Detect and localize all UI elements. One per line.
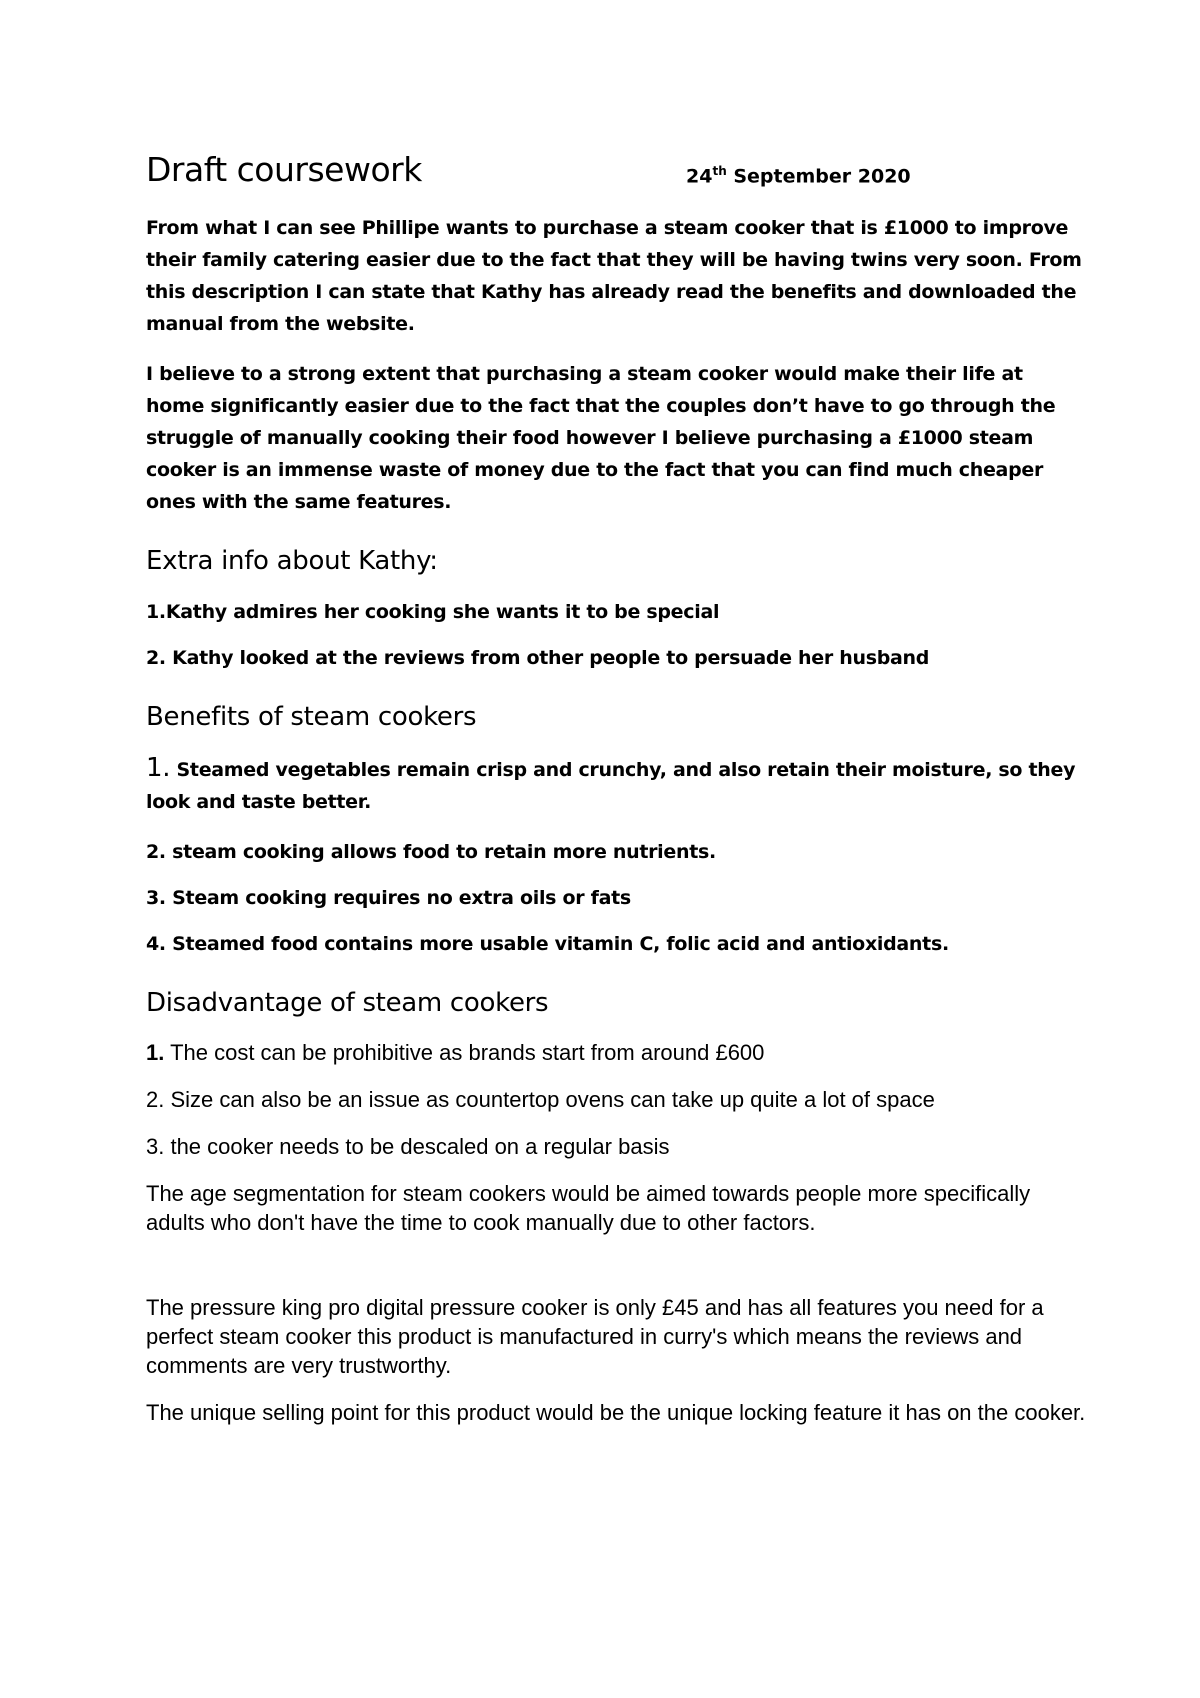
disadvantage-item-3: 3. the cooker needs to be descaled on a regular basis: [146, 1134, 670, 1159]
document-title: Draft coursework: [146, 150, 422, 189]
age-segmentation-paragraph: The age segmentation for steam cookers would be aimed towards people more specifically adults who don't have the time to cook manually due to other factors.: [146, 1181, 1031, 1235]
date-suffix: th: [712, 164, 727, 178]
date-day: 24: [686, 165, 713, 188]
kathy-heading: Extra info about Kathy:: [146, 546, 438, 576]
disadvantage-item-2: 2. Size can also be an issue as countertop ovens can take up quite a lot of space: [146, 1087, 935, 1112]
date-rest: September 2020: [726, 165, 911, 188]
disadvantage-item-1-text: The cost can be prohibitive as brands start from around £600: [164, 1040, 765, 1065]
pressure-king-paragraph: The pressure king pro digital pressure cooker is only £45 and has all features you need for a perfect steam cooker this product is manufactured in curry's which means the reviews and comments are very trustworthy.: [146, 1295, 1044, 1378]
usp-paragraph: The unique selling point for this product would be the unique locking feature it has on the cooker.: [146, 1400, 1086, 1425]
benefit-item-2: 2. steam cooking allows food to retain more nutrients.: [146, 841, 716, 863]
intro-paragraph-2: I believe to a strong extent that purchasing a steam cooker would make their life at home significantly easier due to the fact that the couples don’t have to go through the struggle of manually cooking their food however I believe purchasing a £1000 steam cooker is an immense waste of money due to the fact that you can find much cheaper ones with the same features.: [146, 363, 1056, 513]
benefit-item-1-number: 1.: [146, 753, 171, 783]
title-row: [146, 150, 1086, 198]
disadvantages-heading: Disadvantage of steam cookers: [146, 988, 549, 1018]
benefit-item-3: 3. Steam cooking requires no extra oils or fats: [146, 887, 631, 909]
benefit-item-4: 4. Steamed food contains more usable vitamin C, folic acid and antioxidants.: [146, 933, 949, 955]
document-body: [146, 150, 1086, 1445]
benefits-heading: Benefits of steam cookers: [146, 702, 477, 732]
benefit-item-1-text: Steamed vegetables remain crisp and crunchy, and also retain their moisture, so they look and taste better.: [146, 759, 1076, 813]
kathy-item-1: 1.Kathy admires her cooking she wants it to be special: [146, 601, 720, 623]
blank-line: [146, 1255, 1086, 1293]
intro-paragraph-1: From what I can see Phillipe wants to purchase a steam cooker that is £1000 to improve their family catering easier due to the fact that they will be having twins very soon. From this description I can state that Kathy has already read the benefits and downloaded the manual from the website.: [146, 217, 1082, 335]
kathy-item-2: 2. Kathy looked at the reviews from other people to persuade her husband: [146, 647, 930, 669]
disadvantage-item-1-number: 1.: [146, 1040, 165, 1065]
document-date: [686, 164, 911, 187]
benefit-item-1: [146, 752, 1086, 818]
disadvantage-item-1: [146, 1038, 1086, 1067]
